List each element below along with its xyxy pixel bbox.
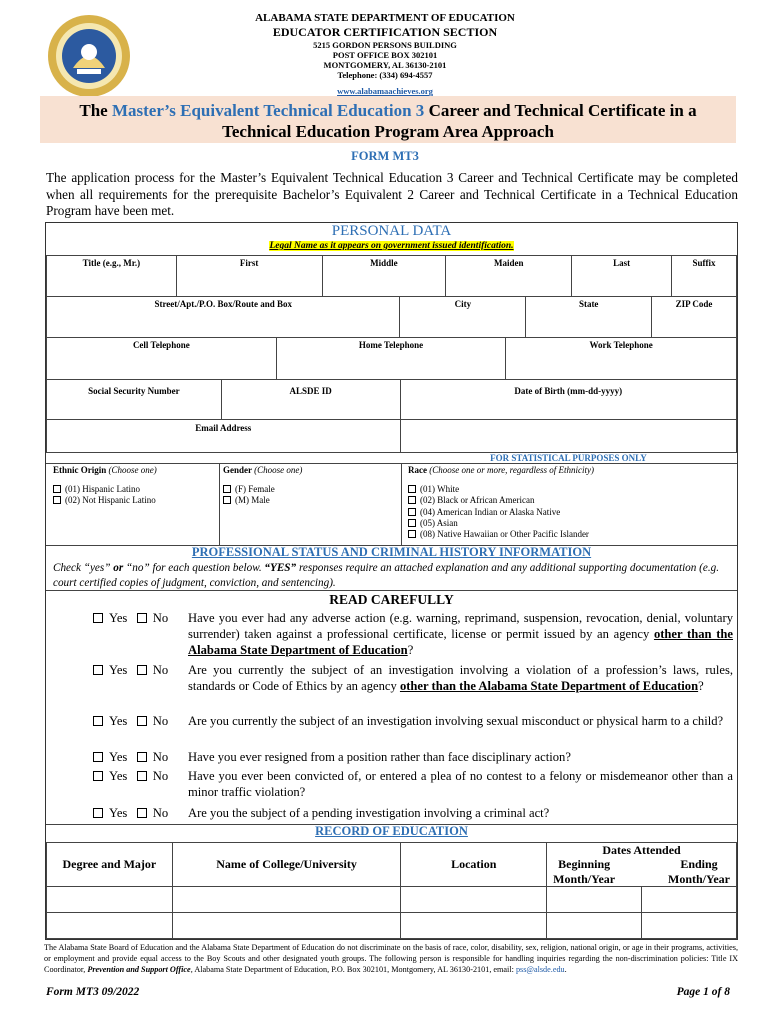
ending-col (668, 857, 730, 886)
question-4 (93, 749, 733, 765)
home-label: Home Telephone (276, 338, 506, 352)
read-carefully: READ CAREFULLY (329, 592, 454, 607)
section-name: EDUCATOR CERTIFICATION SECTION (272, 25, 498, 40)
legal-name-note (46, 241, 737, 251)
yes-no-choice[interactable] (93, 662, 168, 678)
month-year-label: Month/Year (668, 871, 730, 886)
ssn-cell[interactable] (47, 380, 222, 420)
agency-header (140, 12, 630, 100)
race-group (408, 465, 594, 540)
race-option[interactable] (408, 518, 594, 529)
note-part: responses require an attached explanation and any additional supporting documentation (e.g. court certified copies of judgment, conviction, and sentencing). (53, 562, 720, 589)
end-date-field[interactable] (642, 887, 736, 912)
phone-grid (46, 337, 737, 380)
checkbox-icon[interactable] (408, 485, 416, 493)
q1-emphasis: other than the Alabama State Department of Education (188, 627, 734, 658)
page-number: Page 1 of 8 (676, 986, 730, 998)
degree-header: Degree and Major (47, 843, 173, 887)
gender-hint: (Choose one) (254, 465, 303, 475)
last-label: Last (572, 256, 672, 270)
title-prefix: The (79, 101, 112, 120)
gender-option[interactable] (223, 495, 302, 506)
note-yes: “YES” (264, 562, 297, 574)
q6-text: Are you the subject of a pending investigation involving a criminal act? (188, 806, 550, 820)
disclaimer-text: The Alabama State Board of Education and the Alabama State Department of Education do not discriminate on the basis of race, color, disability, sex, religion, national origin, or age in their programs, activities, or employment and provide equal access to the Boy Scouts and other designated youth groups. The following person is responsible for handling inquiries regarding the non-discrimination policies: Title IX Coordinator, (44, 943, 738, 975)
note-or: or (113, 562, 124, 574)
race-option[interactable] (408, 484, 594, 495)
city-line: MONTGOMERY, AL 36130-2101 (323, 59, 447, 70)
alsde-label: ALSDE ID (289, 386, 332, 396)
work-label: Work Telephone (506, 338, 737, 352)
title-field[interactable] (47, 270, 177, 297)
yes-label: Yes (109, 663, 128, 677)
cell-label: Cell Telephone (47, 338, 277, 352)
street-field[interactable] (47, 311, 400, 338)
checkbox-icon[interactable] (408, 496, 416, 504)
q2-text: Are you currently the subject of an investigation involving a violation of a profession’s laws, rules, standards or Code of Ethics by an agency (188, 663, 733, 694)
checkbox-icon[interactable] (223, 485, 231, 493)
q2-emphasis: other than the Alabama State Department of Education (399, 679, 699, 694)
stats-col-divider-1 (219, 463, 220, 545)
legal-name-text: Legal Name as it appears on government issued identification. (269, 241, 514, 251)
title-rest: Career and Technical Certificate in a (424, 101, 697, 120)
dob-cell[interactable] (400, 380, 736, 420)
question-5 (93, 768, 733, 800)
race-label: Race (408, 465, 427, 475)
no-checkbox-icon[interactable] (137, 752, 147, 762)
question-2 (93, 662, 733, 694)
degree-field-1[interactable] (47, 887, 173, 913)
no-checkbox-icon[interactable] (137, 808, 147, 818)
checkbox-icon[interactable] (53, 485, 61, 493)
stats-col-divider-2 (401, 463, 402, 545)
dob-label: Date of Birth (mm-dd-yyyy) (514, 386, 623, 396)
no-label: No (152, 750, 169, 764)
question-3 (93, 713, 733, 729)
state-label: State (526, 297, 652, 311)
personal-data-heading: PERSONAL DATA (331, 223, 452, 239)
middle-label: Middle (322, 256, 446, 270)
non-discrimination-notice (44, 942, 738, 975)
q4-text: Have you ever resigned from a position rather than face disciplinary action? (188, 750, 571, 764)
dates-field-2[interactable] (547, 913, 737, 939)
q3-text: Are you currently the subject of an investigation involving sexual misconduct or physical harm to a child? (188, 714, 724, 728)
professional-heading: PROFESSIONAL STATUS AND CRIMINAL HISTORY INFORMATION (191, 545, 592, 559)
page-title (40, 96, 736, 143)
ethnic-option[interactable] (53, 484, 157, 495)
month-year-label: Month/Year (553, 871, 616, 886)
no-label: No (152, 769, 169, 783)
checkbox-icon[interactable] (408, 530, 416, 538)
race-option-label: (08) Native Hawaiian or Other Pacific Islander (420, 529, 589, 539)
checkbox-icon[interactable] (408, 519, 416, 527)
ending-label: Ending (680, 857, 718, 872)
home-phone-field[interactable] (276, 352, 506, 380)
beginning-label: Beginning (558, 857, 611, 872)
begin-date-field[interactable] (547, 913, 642, 938)
website-link[interactable]: www.alabamaachieves.org (337, 86, 433, 97)
education-table (46, 842, 737, 939)
maiden-name-field[interactable] (446, 270, 572, 297)
race-option-label: (04) American Indian or Alaska Native (420, 506, 561, 517)
race-option[interactable] (408, 507, 594, 518)
zip-label: ZIP Code (652, 297, 737, 311)
yes-checkbox-icon[interactable] (93, 808, 103, 818)
title-label: Title (e.g., Mr.) (47, 256, 177, 270)
education-heading: RECORD OF EDUCATION (315, 824, 468, 838)
ethnic-hint: (Choose one) (108, 465, 157, 475)
yes-no-choice[interactable] (93, 749, 168, 765)
no-label: No (152, 611, 169, 625)
address-grid (46, 296, 737, 338)
suffix-field[interactable] (672, 270, 737, 297)
no-checkbox-icon[interactable] (137, 665, 147, 675)
college-field-2[interactable] (172, 913, 401, 939)
q1-end: ? (407, 643, 414, 658)
location-header: Location (401, 843, 547, 887)
gender-option-label: (F) Female (235, 484, 275, 494)
checkbox-icon[interactable] (53, 496, 61, 504)
note-part: “no” for each question below. (123, 562, 265, 574)
state-seal-logo (47, 14, 131, 98)
email-label: Email Address (195, 423, 252, 433)
beginning-col (553, 857, 615, 886)
no-label: No (152, 806, 169, 820)
question-1 (93, 610, 733, 658)
yes-label: Yes (109, 611, 128, 625)
read-divider (46, 590, 737, 591)
city-label: City (400, 297, 526, 311)
intro-text: The application process for the Master’s Equivalent Technical Education 3 Career and Technical Certificate may be completed when all requirements for the prerequisite Bachelor’s Equivalent 2 Career and Technical Certificate in a Technical Education Program have been met. (46, 170, 738, 218)
stats-divider (46, 463, 737, 464)
email-blank-cell (400, 420, 736, 453)
college-field-1[interactable] (172, 887, 401, 913)
race-option-label: (01) White (420, 484, 460, 494)
title-highlight: Master’s Equivalent Technical Education 3 (111, 101, 425, 120)
begin-date-field[interactable] (547, 887, 642, 912)
degree-field-2[interactable] (47, 913, 173, 939)
street-label: Street/Apt./P.O. Box/Route and Box (47, 297, 400, 311)
stats-heading: FOR STATISTICAL PURPOSES ONLY (490, 453, 647, 463)
work-phone-field[interactable] (506, 352, 737, 380)
yes-checkbox-icon[interactable] (93, 665, 103, 675)
q1-text: Have you ever had any adverse action (e.g. warning, reprimand, suspension, revocation, denial, voluntary surrender) taken against a professional certificate, license or permit issued by an agency (188, 611, 733, 642)
gender-label: Gender (223, 465, 252, 475)
title-line2: Technical Education Program Area Approach (222, 122, 554, 142)
ethnic-origin-group (53, 465, 157, 507)
checkbox-icon[interactable] (223, 496, 231, 504)
ethnic-label: Ethnic Origin (53, 465, 107, 475)
question-6 (93, 805, 733, 821)
dates-field-1[interactable] (547, 887, 737, 913)
suffix-label: Suffix (672, 256, 737, 270)
disclaimer-end: , Alabama State Department of Education, P.O. Box 302101, Montgomery, AL 36130-2101, email: (190, 965, 516, 975)
yes-label: Yes (109, 750, 128, 764)
note-part: Check “yes” (53, 562, 114, 574)
ethnic-option-label: (02) Not Hispanic Latino (65, 495, 156, 506)
no-label: No (152, 714, 169, 728)
yes-label: Yes (109, 806, 128, 820)
yes-no-choice[interactable] (93, 768, 168, 784)
ssn-label: Social Security Number (88, 386, 180, 396)
yes-label: Yes (109, 714, 128, 728)
phone-line: Telephone: (334) 694-4557 (337, 70, 433, 81)
state-field[interactable] (526, 311, 652, 338)
professional-note (53, 561, 733, 590)
yes-no-choice[interactable] (93, 610, 168, 626)
alsde-cell[interactable] (221, 380, 400, 420)
dates-attended-label: Dates Attended (602, 843, 681, 857)
no-checkbox-icon[interactable] (137, 716, 147, 726)
disclaimer-period: . (564, 965, 567, 975)
yes-checkbox-icon[interactable] (93, 752, 103, 762)
zip-field[interactable] (652, 311, 737, 338)
location-field-1[interactable] (401, 887, 547, 913)
yes-label: Yes (109, 769, 128, 783)
race-option[interactable] (408, 495, 594, 506)
dept-name: ALABAMA STATE DEPARTMENT OF EDUCATION (255, 12, 515, 24)
first-label: First (176, 256, 322, 270)
gender-option[interactable] (223, 484, 302, 495)
checkbox-icon[interactable] (408, 508, 416, 516)
race-option-label: (05) Asian (420, 517, 458, 528)
maiden-label: Maiden (446, 256, 572, 270)
no-checkbox-icon[interactable] (137, 613, 147, 623)
location-field-2[interactable] (401, 913, 547, 939)
middle-name-field[interactable] (322, 270, 446, 297)
race-option[interactable] (408, 529, 594, 540)
yes-checkbox-icon[interactable] (93, 771, 103, 781)
yes-no-choice[interactable] (93, 805, 168, 821)
form-id: Form MT3 09/2022 (46, 986, 140, 998)
dates-header (547, 843, 737, 887)
po-box: POST OFFICE BOX 302101 (332, 49, 438, 60)
name-grid (46, 255, 737, 297)
form-name: FORM MT3 (351, 149, 419, 163)
id-grid (46, 379, 737, 453)
email-link[interactable]: pss@alsde.edu (515, 965, 565, 975)
office-name: Prevention and Support Office (87, 965, 191, 975)
yes-no-choice[interactable] (93, 713, 168, 729)
gender-option-label: (M) Male (235, 495, 270, 506)
no-checkbox-icon[interactable] (137, 771, 147, 781)
end-date-field[interactable] (642, 913, 736, 938)
cell-phone-field[interactable] (47, 352, 277, 380)
last-name-field[interactable] (572, 270, 672, 297)
race-hint: (Choose one or more, regardless of Ethnicity) (429, 465, 594, 475)
city-field[interactable] (400, 311, 526, 338)
race-option-label: (02) Black or African American (420, 495, 535, 506)
building: 5215 GORDON PERSONS BUILDING (313, 39, 457, 50)
ethnic-option[interactable] (53, 495, 157, 506)
ethnic-option-label: (01) Hispanic Latino (65, 484, 140, 494)
college-header: Name of College/University (172, 843, 401, 887)
q5-text: Have you ever been convicted of, or entered a plea of no contest to a felony or misdemeanor other than a minor traffic violation? (188, 769, 733, 800)
email-cell[interactable] (47, 420, 401, 453)
q2-end: ? (698, 679, 704, 694)
yes-checkbox-icon[interactable] (93, 716, 103, 726)
yes-checkbox-icon[interactable] (93, 613, 103, 623)
no-label: No (152, 663, 169, 677)
gender-group (223, 465, 302, 507)
first-name-field[interactable] (176, 270, 322, 297)
